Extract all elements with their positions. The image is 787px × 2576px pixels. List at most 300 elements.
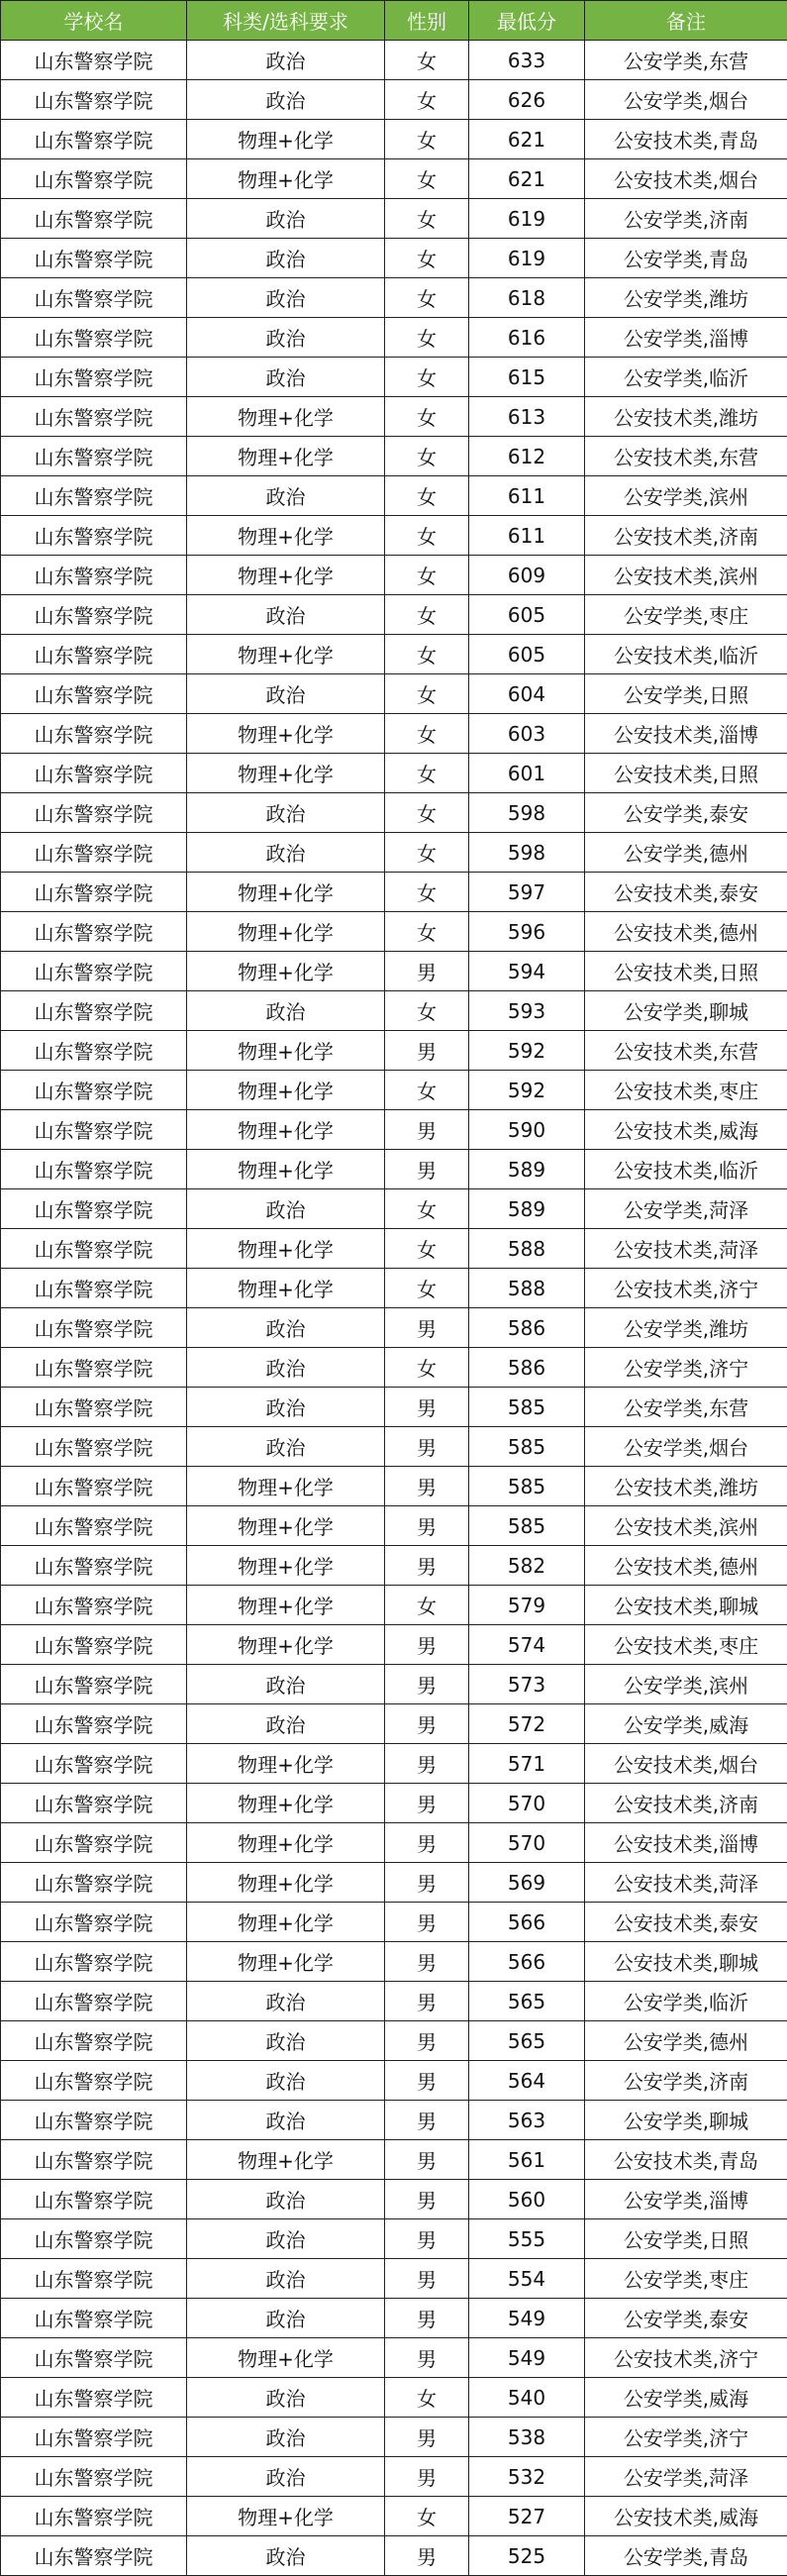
gender-cell: 女 [385,991,469,1031]
gender-cell: 男 [385,1388,469,1427]
school-cell: 山东警察学院 [1,1744,187,1784]
table-row [1,2180,787,2219]
note-cell: 公安学类,威海 [585,1704,787,1744]
min-score-cell: 585 [469,1467,585,1506]
note-cell: 公安学类,济宁 [585,2418,787,2457]
table-row [1,1388,787,1427]
subject-cell: 物理+化学 [187,1071,385,1110]
subject-cell: 物理+化学 [187,1269,385,1308]
note-cell: 公安学类,日照 [585,2219,787,2259]
gender-cell: 女 [385,1269,469,1308]
subject-cell: 政治 [187,1308,385,1348]
table-row [1,1229,787,1269]
school-cell: 山东警察学院 [1,1942,187,1982]
gender-cell: 女 [385,1071,469,1110]
subject-cell: 政治 [187,2259,385,2299]
min-score-cell: 566 [469,1903,585,1942]
note-cell: 公安学类,枣庄 [585,595,787,635]
note-cell: 公安技术类,青岛 [585,2140,787,2180]
min-score-cell: 573 [469,1665,585,1704]
gender-cell: 男 [385,2259,469,2299]
gender-cell: 女 [385,120,469,159]
min-score-cell: 592 [469,1031,585,1071]
note-cell: 公安学类,临沂 [585,1982,787,2021]
school-cell: 山东警察学院 [1,2140,187,2180]
note-cell: 公安技术类,聊城 [585,1586,787,1625]
subject-cell: 政治 [187,2219,385,2259]
subject-cell: 政治 [187,358,385,397]
school-cell: 山东警察学院 [1,952,187,991]
gender-cell: 女 [385,754,469,793]
table-row [1,397,787,437]
table-row [1,159,787,199]
note-cell: 公安学类,枣庄 [585,2259,787,2299]
table-row [1,2101,787,2140]
school-cell: 山东警察学院 [1,80,187,120]
table-row [1,2259,787,2299]
table-row [1,1427,787,1467]
subject-cell: 政治 [187,476,385,516]
school-cell: 山东警察学院 [1,278,187,318]
min-score-cell: 525 [469,2536,585,2576]
school-cell: 山东警察学院 [1,1150,187,1189]
subject-cell: 政治 [187,1427,385,1467]
subject-cell: 政治 [187,2457,385,2497]
min-score-cell: 619 [469,199,585,239]
min-score-cell: 609 [469,556,585,595]
min-score-cell: 589 [469,1150,585,1189]
column-header-min-score: 最低分 [469,1,585,41]
subject-cell: 政治 [187,1704,385,1744]
gender-cell: 女 [385,873,469,912]
table-row [1,1665,787,1704]
min-score-cell: 590 [469,1110,585,1150]
table-row [1,952,787,991]
gender-cell: 男 [385,2536,469,2576]
gender-cell: 女 [385,476,469,516]
subject-cell: 物理+化学 [187,1823,385,1863]
table-row [1,41,787,80]
note-cell: 公安技术类,聊城 [585,1942,787,1982]
min-score-cell: 618 [469,278,585,318]
gender-cell: 男 [385,1150,469,1189]
subject-cell: 政治 [187,1665,385,1704]
subject-cell: 政治 [187,595,385,635]
min-score-cell: 598 [469,833,585,873]
school-cell: 山东警察学院 [1,516,187,556]
school-cell: 山东警察学院 [1,873,187,912]
gender-cell: 男 [385,1863,469,1903]
school-cell: 山东警察学院 [1,1348,187,1388]
min-score-cell: 561 [469,2140,585,2180]
note-cell: 公安技术类,东营 [585,437,787,476]
table-row [1,674,787,714]
table-body [1,41,787,2576]
school-cell: 山东警察学院 [1,120,187,159]
table-row [1,1189,787,1229]
school-cell: 山东警察学院 [1,1506,187,1546]
table-row [1,318,787,358]
note-cell: 公安学类,东营 [585,1388,787,1427]
subject-cell: 物理+化学 [187,1903,385,1942]
gender-cell: 男 [385,952,469,991]
min-score-cell: 527 [469,2497,585,2536]
school-cell: 山东警察学院 [1,1625,187,1665]
gender-cell: 女 [385,41,469,80]
note-cell: 公安技术类,济宁 [585,1269,787,1308]
subject-cell: 政治 [187,2021,385,2061]
min-score-cell: 598 [469,793,585,833]
table-row [1,2536,787,2576]
subject-cell: 物理+化学 [187,437,385,476]
school-cell: 山东警察学院 [1,1863,187,1903]
table-row [1,1546,787,1586]
min-score-cell: 588 [469,1269,585,1308]
gender-cell: 男 [385,1744,469,1784]
min-score-cell: 588 [469,1229,585,1269]
subject-cell: 政治 [187,1388,385,1427]
note-cell: 公安技术类,临沂 [585,635,787,674]
table-row [1,437,787,476]
subject-cell: 物理+化学 [187,120,385,159]
gender-cell: 女 [385,674,469,714]
note-cell: 公安学类,泰安 [585,793,787,833]
min-score-cell: 572 [469,1704,585,1744]
subject-cell: 物理+化学 [187,635,385,674]
gender-cell: 女 [385,318,469,358]
gender-cell: 女 [385,556,469,595]
subject-cell: 政治 [187,2180,385,2219]
gender-cell: 女 [385,2497,469,2536]
min-score-cell: 596 [469,912,585,952]
min-score-cell: 619 [469,239,585,278]
school-cell: 山东警察学院 [1,1110,187,1150]
min-score-cell: 586 [469,1308,585,1348]
subject-cell: 政治 [187,2101,385,2140]
note-cell: 公安技术类,德州 [585,1546,787,1586]
min-score-cell: 555 [469,2219,585,2259]
subject-cell: 物理+化学 [187,2497,385,2536]
gender-cell: 男 [385,1506,469,1546]
note-cell: 公安学类,潍坊 [585,1308,787,1348]
note-cell: 公安技术类,威海 [585,2497,787,2536]
gender-cell: 女 [385,397,469,437]
table-row [1,516,787,556]
min-score-cell: 612 [469,437,585,476]
gender-cell: 男 [385,1784,469,1823]
gender-cell: 男 [385,2219,469,2259]
school-cell: 山东警察学院 [1,437,187,476]
note-cell: 公安技术类,滨州 [585,1506,787,1546]
table-row [1,278,787,318]
subject-cell: 政治 [187,239,385,278]
subject-cell: 政治 [187,2299,385,2338]
table-row [1,595,787,635]
table-row [1,1625,787,1665]
min-score-cell: 563 [469,2101,585,2140]
note-cell: 公安学类,济宁 [585,1348,787,1388]
min-score-cell: 564 [469,2061,585,2101]
table-row [1,476,787,516]
school-cell: 山东警察学院 [1,1071,187,1110]
note-cell: 公安技术类,滨州 [585,556,787,595]
gender-cell: 女 [385,1229,469,1269]
gender-cell: 女 [385,595,469,635]
gender-cell: 男 [385,1942,469,1982]
school-cell: 山东警察学院 [1,1031,187,1071]
note-cell: 公安技术类,日照 [585,952,787,991]
subject-cell: 物理+化学 [187,516,385,556]
school-cell: 山东警察学院 [1,2378,187,2418]
gender-cell: 男 [385,1467,469,1506]
gender-cell: 女 [385,159,469,199]
table-row [1,199,787,239]
subject-cell: 物理+化学 [187,912,385,952]
subject-cell: 物理+化学 [187,1506,385,1546]
table-row [1,714,787,754]
min-score-cell: 582 [469,1546,585,1586]
min-score-cell: 532 [469,2457,585,2497]
school-cell: 山东警察学院 [1,595,187,635]
note-cell: 公安学类,济南 [585,2061,787,2101]
gender-cell: 女 [385,635,469,674]
table-row [1,1823,787,1863]
school-cell: 山东警察学院 [1,1388,187,1427]
school-cell: 山东警察学院 [1,1269,187,1308]
table-row [1,2378,787,2418]
subject-cell: 物理+化学 [187,2140,385,2180]
table-header [1,1,787,41]
min-score-cell: 604 [469,674,585,714]
gender-cell: 女 [385,516,469,556]
gender-cell: 男 [385,1308,469,1348]
school-cell: 山东警察学院 [1,199,187,239]
gender-cell: 男 [385,1665,469,1704]
gender-cell: 女 [385,358,469,397]
subject-cell: 物理+化学 [187,1586,385,1625]
subject-cell: 政治 [187,278,385,318]
table-row [1,1744,787,1784]
school-cell: 山东警察学院 [1,2418,187,2457]
note-cell: 公安学类,烟台 [585,1427,787,1467]
school-cell: 山东警察学院 [1,476,187,516]
gender-cell: 男 [385,1625,469,1665]
min-score-cell: 586 [469,1348,585,1388]
min-score-cell: 592 [469,1071,585,1110]
subject-cell: 政治 [187,1189,385,1229]
note-cell: 公安技术类,威海 [585,1110,787,1150]
min-score-cell: 579 [469,1586,585,1625]
table-row [1,793,787,833]
school-cell: 山东警察学院 [1,1982,187,2021]
school-cell: 山东警察学院 [1,2021,187,2061]
column-header-note: 备注 [585,1,787,41]
school-cell: 山东警察学院 [1,556,187,595]
note-cell: 公安学类,东营 [585,41,787,80]
school-cell: 山东警察学院 [1,2061,187,2101]
note-cell: 公安学类,青岛 [585,239,787,278]
gender-cell: 女 [385,239,469,278]
min-score-cell: 585 [469,1388,585,1427]
subject-cell: 物理+化学 [187,1150,385,1189]
gender-cell: 男 [385,2457,469,2497]
subject-cell: 物理+化学 [187,159,385,199]
note-cell: 公安技术类,枣庄 [585,1071,787,1110]
gender-cell: 女 [385,1189,469,1229]
table-row [1,1784,787,1823]
min-score-cell: 549 [469,2338,585,2378]
note-cell: 公安技术类,济南 [585,516,787,556]
school-cell: 山东警察学院 [1,2259,187,2299]
note-cell: 公安技术类,德州 [585,912,787,952]
table-row [1,912,787,952]
min-score-cell: 603 [469,714,585,754]
note-cell: 公安学类,淄博 [585,2180,787,2219]
school-cell: 山东警察学院 [1,754,187,793]
subject-cell: 物理+化学 [187,1744,385,1784]
note-cell: 公安技术类,菏泽 [585,1863,787,1903]
school-cell: 山东警察学院 [1,2299,187,2338]
school-cell: 山东警察学院 [1,1784,187,1823]
note-cell: 公安学类,菏泽 [585,2457,787,2497]
note-cell: 公安学类,滨州 [585,1665,787,1704]
gender-cell: 男 [385,1546,469,1586]
gender-cell: 男 [385,1427,469,1467]
note-cell: 公安技术类,泰安 [585,1903,787,1942]
subject-cell: 政治 [187,2418,385,2457]
note-cell: 公安技术类,青岛 [585,120,787,159]
gender-cell: 男 [385,2061,469,2101]
gender-cell: 女 [385,2378,469,2418]
min-score-cell: 570 [469,1784,585,1823]
subject-cell: 物理+化学 [187,1625,385,1665]
subject-cell: 政治 [187,80,385,120]
note-cell: 公安学类,德州 [585,833,787,873]
min-score-cell: 611 [469,476,585,516]
min-score-cell: 565 [469,2021,585,2061]
school-cell: 山东警察学院 [1,41,187,80]
min-score-cell: 626 [469,80,585,120]
school-cell: 山东警察学院 [1,714,187,754]
gender-cell: 女 [385,1348,469,1388]
header-row [1,1,787,41]
table-row [1,754,787,793]
subject-cell: 政治 [187,2536,385,2576]
min-score-cell: 566 [469,1942,585,1982]
table-row [1,556,787,595]
min-score-cell: 633 [469,41,585,80]
school-cell: 山东警察学院 [1,833,187,873]
school-cell: 山东警察学院 [1,1229,187,1269]
table-row [1,1308,787,1348]
note-cell: 公安学类,德州 [585,2021,787,2061]
min-score-cell: 540 [469,2378,585,2418]
table-row [1,2021,787,2061]
gender-cell: 女 [385,199,469,239]
table-row [1,1982,787,2021]
school-cell: 山东警察学院 [1,1665,187,1704]
min-score-cell: 597 [469,873,585,912]
note-cell: 公安技术类,临沂 [585,1150,787,1189]
school-cell: 山东警察学院 [1,2219,187,2259]
note-cell: 公安技术类,泰安 [585,873,787,912]
min-score-cell: 605 [469,595,585,635]
school-cell: 山东警察学院 [1,991,187,1031]
table-row [1,1071,787,1110]
note-cell: 公安学类,聊城 [585,991,787,1031]
school-cell: 山东警察学院 [1,2101,187,2140]
note-cell: 公安学类,泰安 [585,2299,787,2338]
table-row [1,2338,787,2378]
min-score-cell: 565 [469,1982,585,2021]
school-cell: 山东警察学院 [1,2497,187,2536]
gender-cell: 女 [385,437,469,476]
table-row [1,1942,787,1982]
gender-cell: 男 [385,1704,469,1744]
school-cell: 山东警察学院 [1,239,187,278]
table-row [1,120,787,159]
note-cell: 公安技术类,淄博 [585,714,787,754]
min-score-cell: 585 [469,1506,585,1546]
subject-cell: 物理+化学 [187,1863,385,1903]
subject-cell: 政治 [187,833,385,873]
gender-cell: 男 [385,1031,469,1071]
note-cell: 公安学类,青岛 [585,2536,787,2576]
min-score-cell: 613 [469,397,585,437]
table-row [1,2140,787,2180]
school-cell: 山东警察学院 [1,1903,187,1942]
min-score-cell: 605 [469,635,585,674]
note-cell: 公安技术类,东营 [585,1031,787,1071]
gender-cell: 男 [385,2140,469,2180]
subject-cell: 政治 [187,991,385,1031]
note-cell: 公安学类,聊城 [585,2101,787,2140]
school-cell: 山东警察学院 [1,1823,187,1863]
min-score-cell: 621 [469,120,585,159]
subject-cell: 政治 [187,41,385,80]
subject-cell: 物理+化学 [187,556,385,595]
table-row [1,833,787,873]
table-row [1,1348,787,1388]
note-cell: 公安技术类,烟台 [585,159,787,199]
subject-cell: 物理+化学 [187,1467,385,1506]
table-row [1,2299,787,2338]
school-cell: 山东警察学院 [1,2180,187,2219]
note-cell: 公安学类,日照 [585,674,787,714]
gender-cell: 女 [385,80,469,120]
table-row [1,239,787,278]
school-cell: 山东警察学院 [1,358,187,397]
note-cell: 公安技术类,潍坊 [585,1467,787,1506]
note-cell: 公安学类,潍坊 [585,278,787,318]
gender-cell: 男 [385,1903,469,1942]
note-cell: 公安技术类,济南 [585,1784,787,1823]
subject-cell: 物理+化学 [187,952,385,991]
table-row [1,2457,787,2497]
school-cell: 山东警察学院 [1,1704,187,1744]
school-cell: 山东警察学院 [1,674,187,714]
table-row [1,2497,787,2536]
note-cell: 公安学类,临沂 [585,358,787,397]
min-score-cell: 569 [469,1863,585,1903]
gender-cell: 女 [385,912,469,952]
table-row [1,1467,787,1506]
note-cell: 公安学类,滨州 [585,476,787,516]
subject-cell: 政治 [187,2061,385,2101]
min-score-cell: 570 [469,1823,585,1863]
gender-cell: 男 [385,2180,469,2219]
note-cell: 公安学类,济南 [585,199,787,239]
